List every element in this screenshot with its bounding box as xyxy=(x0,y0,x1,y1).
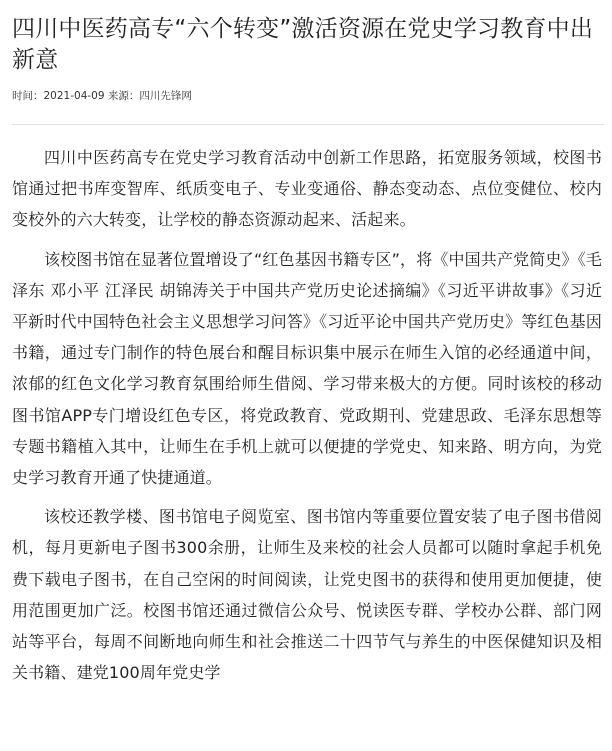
paragraph: 该校图书馆在显著位置增设了“红色基因书籍专区”，将《中国共产党简史》《毛泽东 邓小平 江泽民 胡锦涛关于中国共产党历史论述摘编》《习近平讲故事》《习近平新时代中国特色社会主义思想学习问答》《习近平论中国共产党历史》等红色基因书籍，通过专门制作的特色展台和醒目标识集中展示在师生入馆的必经通道中间，浓郁的红色文化学习教育氛围给师生借阅、学习带来极大的方便。同时该校的移动图书馆APP专门增设红色专区，将党政教育、党政期刊、党建思政、毛泽东思想等专题书籍植入其中，让师生在手机上就可以便捷的学党史、知来路、明方向，为党史学习教育开通了快捷通道。 xyxy=(12,249,602,488)
article-meta xyxy=(12,89,192,103)
article-body xyxy=(12,142,602,696)
title-divider xyxy=(12,124,604,125)
article-title: 四川中医药高专“六个转变”激活资源在党史学习教育中出新意 xyxy=(12,16,594,73)
paragraph: 四川中医药高专在党史学习教育活动中创新工作思路，拓宽服务领域，校图书馆通过把书库变智库、纸质变电子、专业变通俗、静态变动态、点位变健位、校内变校外的六大转变，让学校的静态资源动起来、活起来。 xyxy=(12,148,602,230)
meta-source-label: 来源： xyxy=(107,90,140,102)
meta-time: 2021-04-09 xyxy=(43,90,105,102)
paragraph: 该校还教学楼、图书馆电子阅览室、图书馆内等重要位置安装了电子图书借阅机，每月更新电子图书300余册，让师生及来校的社会人员都可以随时拿起手机免费下载电子图书，在自己空闲的时间阅读，让党史图书的获得和使用更加便捷，使用范围更加广泛。校图书馆还通过微信公众号、悦读医专群、学校办公群、部门网站等平台，每周不间断地向师生和社会推送二十四节气与养生的中医保健知识及相关书籍、建党100周年党史学 xyxy=(12,507,602,683)
meta-time-label: 时间： xyxy=(12,90,44,102)
meta-source: 四川先锋网 xyxy=(139,90,192,102)
